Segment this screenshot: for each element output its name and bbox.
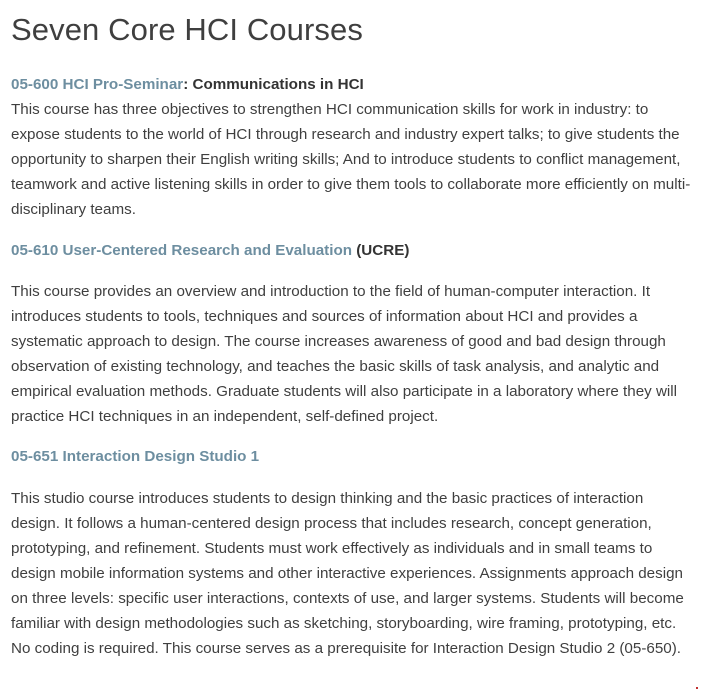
course-link[interactable]: 05-610 User-Centered Research and Evaluation bbox=[11, 242, 353, 259]
course-link[interactable]: 05-600 HCI Pro-Seminar bbox=[11, 76, 184, 93]
course-heading bbox=[11, 74, 696, 96]
course-description: This course provides an overview and introduction to the field of human-computer interaction. It introduces students to tools, techniques and sources of information about HCI and provides a systematic approach to design. The course increases awareness of good and bad design through observation of existing technology, and teaches the basic skills of task analysis, and analytic and empirical evaluation methods. Graduate students will also participate in a laboratory where they will practice HCI techniques in an independent, self-defined project. bbox=[11, 283, 678, 425]
page-title: Seven Core HCI Courses bbox=[11, 12, 363, 47]
course-description: This course has three objectives to strengthen HCI communication skills for work in industry: to expose students to the world of HCI through research and industry expert talks; to give students the opportunity to sharpen their English writing skills; And to introduce students to conflict management, teamwork and active listening skills in order to give them tools to collaborate more efficiently on multi-disciplinary teams. bbox=[11, 101, 691, 218]
course-heading bbox=[11, 240, 696, 262]
course-section bbox=[11, 446, 696, 661]
course-list-page bbox=[11, 0, 696, 661]
course-subtitle: : Communications in HCI bbox=[183, 76, 364, 93]
course-heading bbox=[11, 446, 696, 468]
course-link[interactable]: 05-651 Interaction Design Studio 1 bbox=[11, 448, 260, 465]
corner-marker bbox=[696, 687, 698, 689]
course-description: This studio course introduces students to design thinking and the basic practices of interaction design. It follows a human-centered design process that includes research, concept generation, prototyping, and refinement. Students must work effectively as individuals and in small teams to design mobile information systems and other interactive experiences. Assignments approach design on three levels: specific user interactions, contexts of use, and larger systems. Students will become familiar with design methodologies such as sketching, storyboarding, wire framing, prototyping, etc. No coding is required. This course serves as a prerequisite for Interaction Design Studio 2 (05-650). bbox=[11, 490, 684, 657]
course-section bbox=[11, 240, 696, 429]
course-subtitle: (UCRE) bbox=[352, 242, 410, 259]
course-section bbox=[11, 74, 696, 222]
